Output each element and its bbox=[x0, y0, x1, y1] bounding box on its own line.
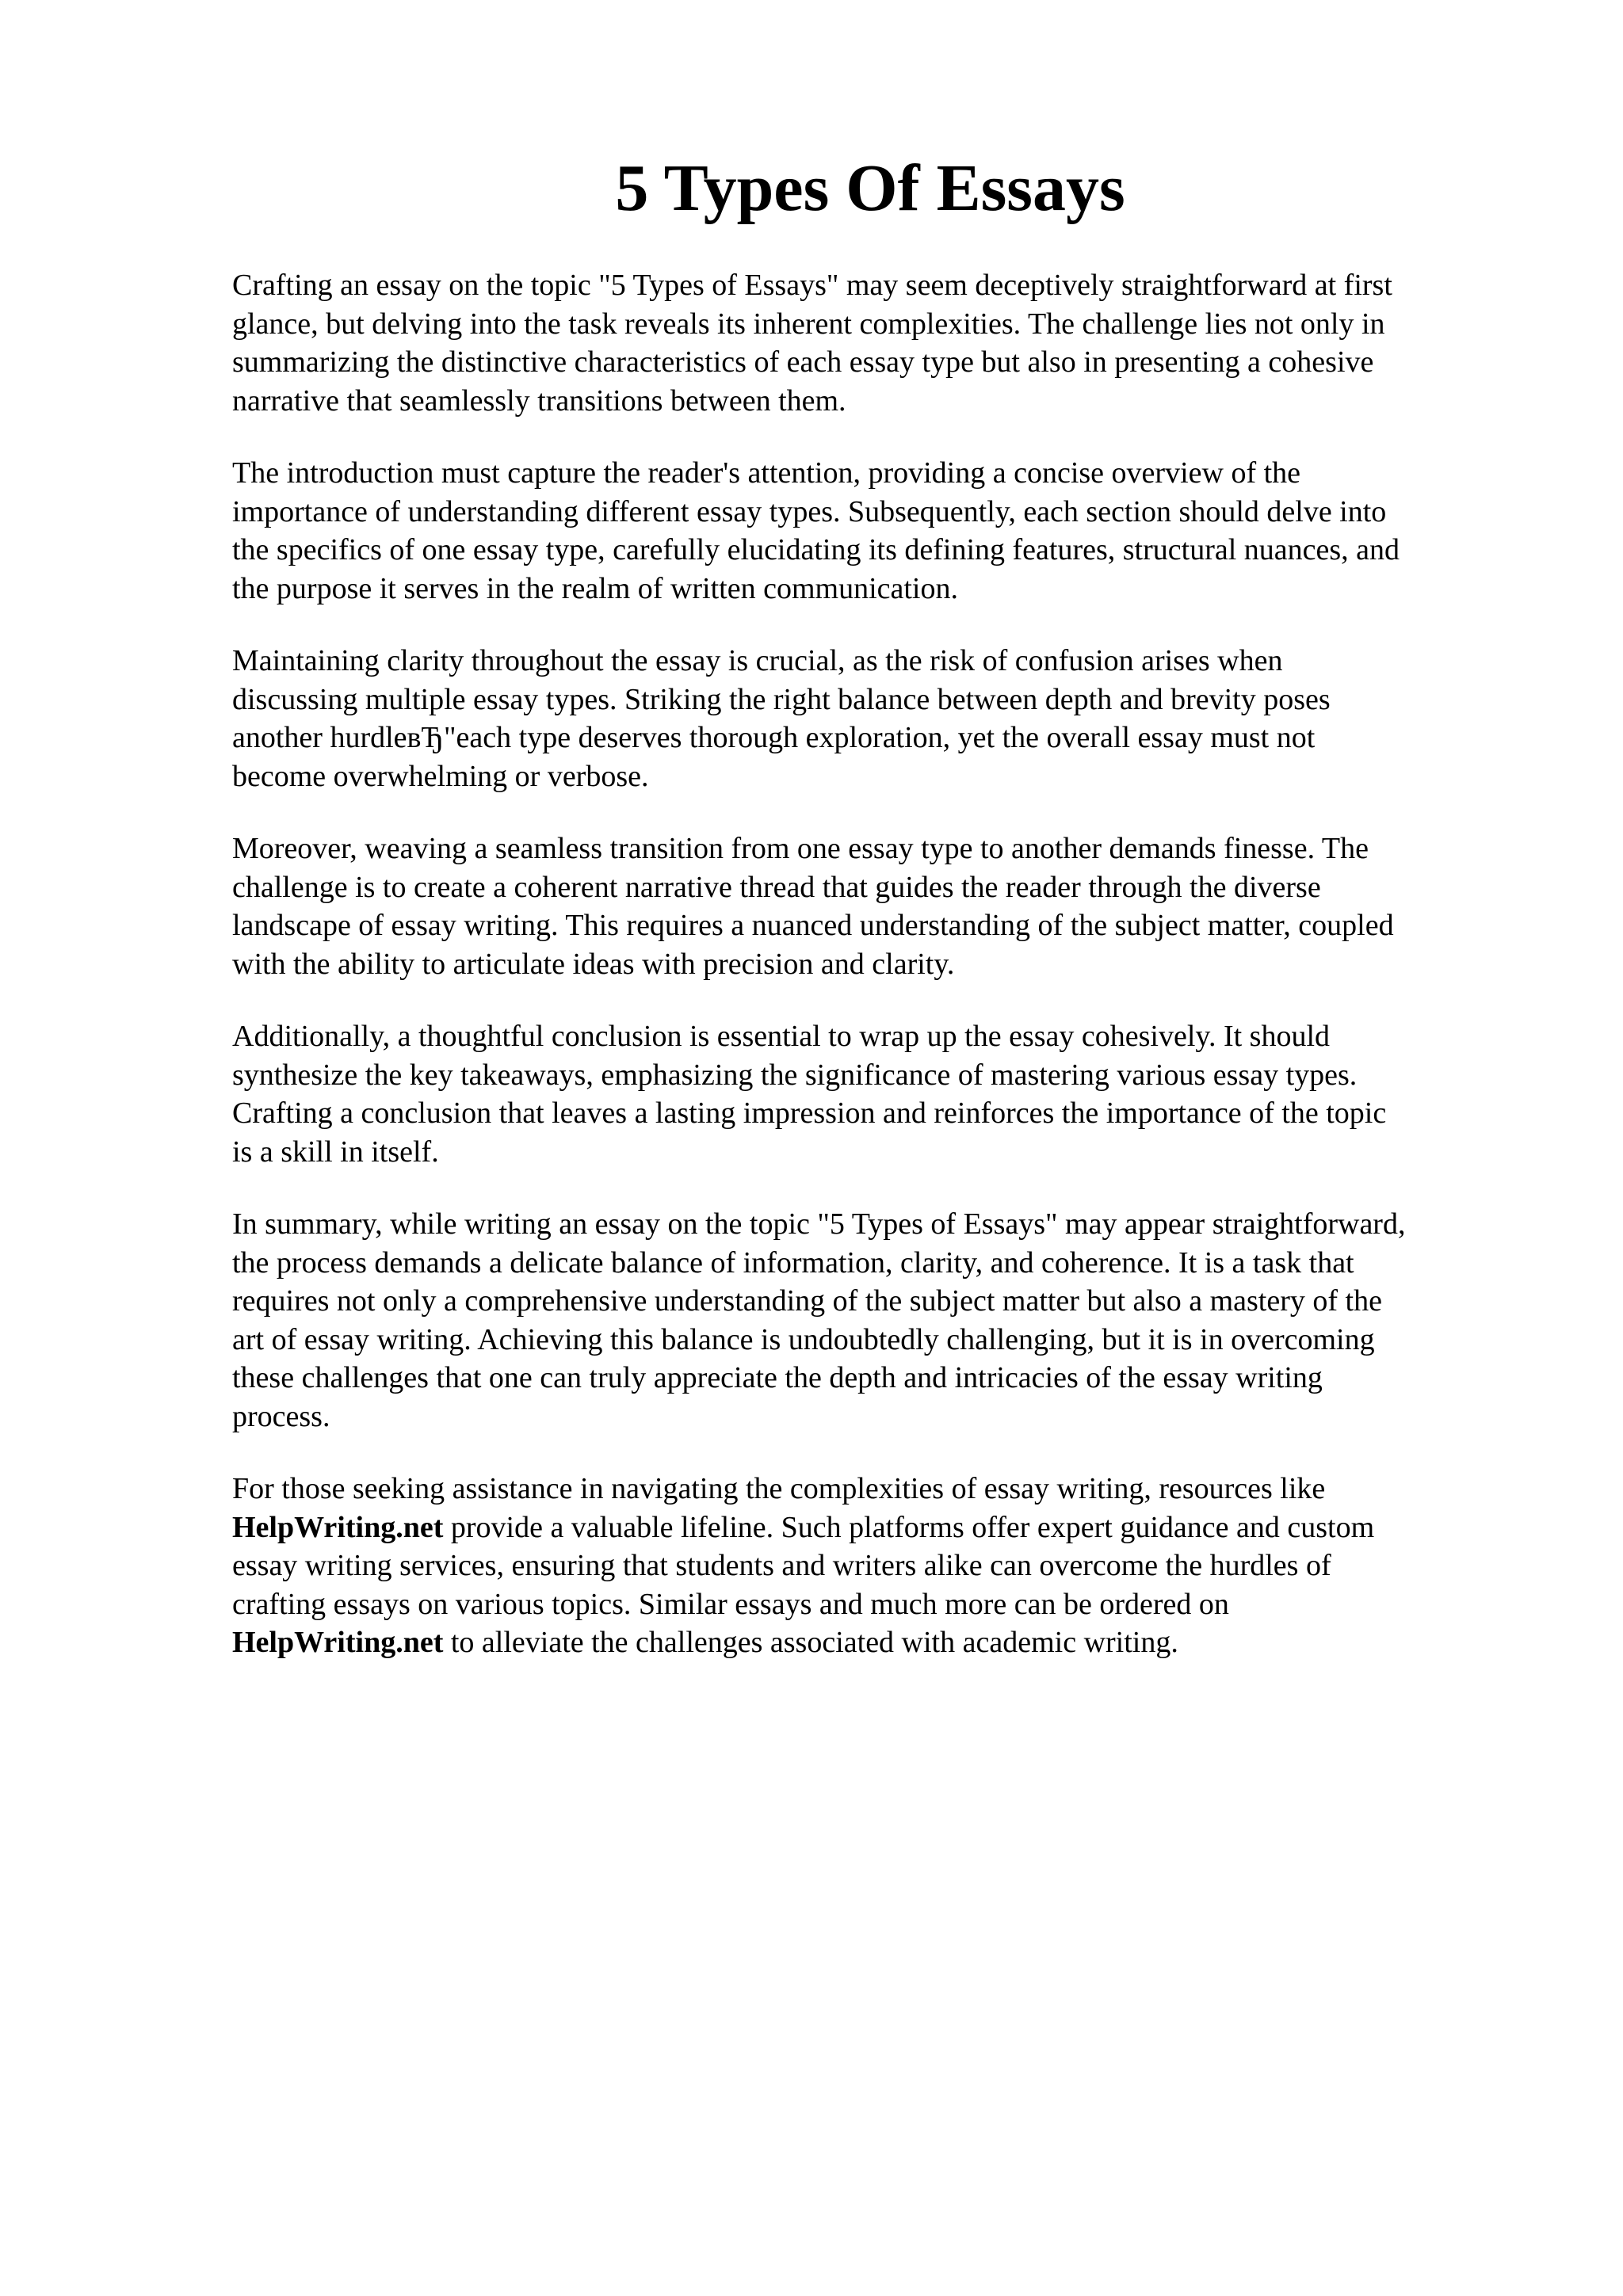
document-title: 5 Types Of Essays bbox=[615, 151, 1125, 225]
paragraph-line: art of essay writing. Achieving this balance is undoubtedly challenging, but it is in overcoming bbox=[232, 1322, 1375, 1356]
paragraph-line: summarizing the distinctive characteristics of each essay type but also in presenting a cohesive bbox=[232, 345, 1374, 379]
paragraph-4 bbox=[232, 830, 1548, 983]
paragraph-line: glance, but delving into the task reveals its inherent complexities. The challenge lies not only in bbox=[232, 307, 1385, 341]
paragraph-line: landscape of essay writing. This requires a nuanced understanding of the subject matter, coupled bbox=[232, 909, 1394, 942]
paragraph-line: Moreover, weaving a seamless transition from one essay type to another demands finesse. The bbox=[232, 832, 1369, 865]
paragraph-line: synthesize the key takeaways, emphasizing the significance of mastering various essay types. bbox=[232, 1058, 1358, 1092]
paragraph-line: discussing multiple essay types. Striking the right balance between depth and brevity poses bbox=[232, 682, 1331, 716]
paragraph-line: Crafting a conclusion that leaves a lasting impression and reinforces the importance of the topic bbox=[232, 1097, 1387, 1130]
paragraph-line: another hurdleвЂ"each type deserves thorough exploration, yet the overall essay must not bbox=[232, 721, 1316, 754]
paragraph-line: the specifics of one essay type, carefully elucidating its defining features, structural nuances, and bbox=[232, 533, 1400, 566]
line-text: to alleviate the challenges associated with academic writing. bbox=[443, 1626, 1178, 1659]
paragraph-line: the purpose it serves in the realm of written communication. bbox=[232, 571, 958, 605]
paragraph-line: essay writing services, ensuring that students and writers alike can overcome the hurdles of bbox=[232, 1549, 1331, 1582]
paragraph-line: the process demands a delicate balance of information, clarity, and coherence. It is a task that bbox=[232, 1245, 1354, 1280]
paragraph-line: crafting essays on various topics. Similar essays and much more can be ordered on bbox=[232, 1587, 1229, 1621]
paragraph-1 bbox=[232, 266, 1548, 420]
paragraph-3 bbox=[232, 642, 1548, 795]
paragraph-line: importance of understanding different essay types. Subsequently, each section should delve into bbox=[232, 494, 1387, 528]
brand-name: HelpWriting.net bbox=[232, 1510, 444, 1544]
paragraph-line: In summary, while writing an essay on the topic "5 Types of Essays" may appear straightforward, bbox=[232, 1207, 1406, 1241]
paragraph-6 bbox=[232, 1205, 1548, 1436]
paragraph-line: narrative that seamlessly transitions between them. bbox=[232, 383, 846, 418]
paragraph-line: become overwhelming or verbose. bbox=[232, 759, 649, 793]
paragraph-2 bbox=[232, 454, 1548, 608]
line-text: provide a valuable lifeline. Such platforms offer expert guidance and custom bbox=[443, 1510, 1375, 1544]
paragraph-line: Maintaining clarity throughout the essay is crucial, as the risk of confusion arises when bbox=[232, 644, 1283, 677]
paragraph-line: these challenges that one can truly appreciate the depth and intricacies of the essay writing bbox=[232, 1361, 1323, 1394]
paragraph-line: The introduction must capture the reader's attention, providing a concise overview of the bbox=[232, 456, 1301, 490]
paragraph-line: is a skill in itself. bbox=[232, 1135, 439, 1169]
paragraph-line bbox=[232, 1623, 1548, 1662]
document-body bbox=[232, 266, 1548, 1696]
paragraph-line: Additionally, a thoughtful conclusion is essential to wrap up the essay cohesively. It should bbox=[232, 1020, 1330, 1053]
paragraph-line bbox=[232, 1508, 1548, 1547]
paragraph-line: requires not only a comprehensive understanding of the subject matter but also a mastery of the bbox=[232, 1284, 1382, 1318]
paragraph-line: challenge is to create a coherent narrative thread that guides the reader through the diverse bbox=[232, 870, 1321, 904]
paragraph-line: with the ability to articulate ideas with precision and clarity. bbox=[232, 947, 955, 981]
closing-paragraph bbox=[232, 1470, 1548, 1662]
paragraph-line: Crafting an essay on the topic "5 Types of Essays" may seem deceptively straightforward at first bbox=[232, 269, 1392, 302]
brand-name: HelpWriting.net bbox=[232, 1626, 444, 1659]
paragraph-5 bbox=[232, 1017, 1548, 1171]
paragraph-line: For those seeking assistance in navigating the complexities of essay writing, resources like bbox=[232, 1472, 1326, 1505]
paragraph-line: process. bbox=[232, 1399, 330, 1433]
